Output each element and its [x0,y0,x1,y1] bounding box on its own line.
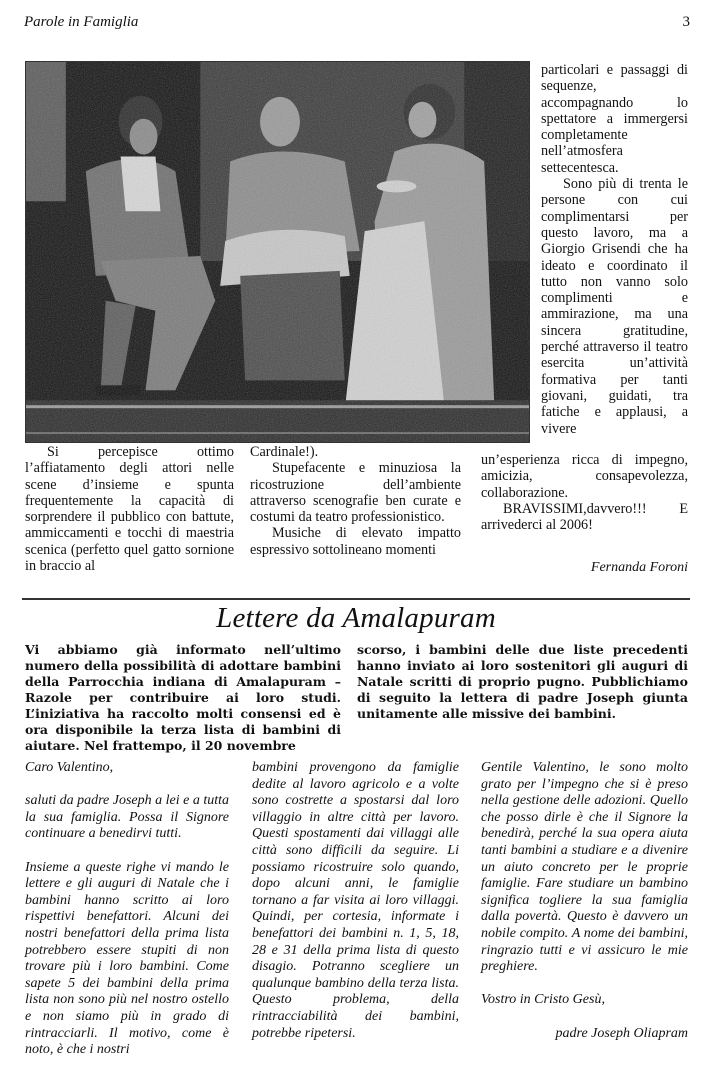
article-title: Lettere da Amalapuram [216,602,496,634]
letter-salutation: Caro Valentino, [25,760,114,775]
review-right-column-bottom [481,452,688,533]
letter-paragraph: saluti da padre Joseph a lei e a tutta la sua famiglia. Possa il Signore continuare a benedirvi tutti. [25,793,230,842]
letter-paragraph: Gentile Valentino, le sono molto grato per l’impegno che si è preso nella gestione delle adozioni. Quello che posso dirle è che il Signore la benedirà, perché la sua opera aiuta tanti bambini a studiare e a divenire un aiuto concreto per le proprie famiglie. Fare studiare un bambino significa togliere la sua famiglia dalla povertà. Questo è davvero un nobile compito. A nome dei bambini, ringrazio tutti e vi assicuro le mie preghiere. [481,760,688,975]
review-author: Fernanda Foroni [590,560,688,575]
review-paragraph: Musiche di elevato impatto espressivo sottolineano momenti [250,525,461,558]
letter-paragraph: Insieme a queste righe vi mando le lettere e gli auguri di Natale che i bambini hanno scritto ai loro rispettivi benefattori. Alcuni dei nostri benefattori della prima lista potrebbero essere stupiti di non trovare più i loro bambini. Come sapete 5 dei bambini della prima lista non sono più nel nostro ostello e non siamo più in grado di rintracciarli. Il motivo, come è noto, è che i nostri [25,859,229,1058]
theater-photo [25,61,530,443]
review-paragraph: Cardinale!). [250,444,319,460]
review-paragraph: particolari e passaggi di sequenze, accompagnando lo spettatore a immergersi completamente nell’atmosfera settecentesca. [541,62,688,176]
publication-title: Parole in Famiglia [24,14,139,30]
letter-paragraph: bambini provengono da famiglie dedite al lavoro agricolo e a volte sono costrette a spostarsi dal loro villaggio in altre città per lavoro. Questi spostamenti dai villaggi alle città sono difficili da seguire. Li possiamo ricostruire solo quando, dopo alcuni anni, le famiglie tornano a far visita ai loro villaggi. Quindi, per cortesia, informate i benefattori dei bambini n. 1, 5, 18, 28 e 31 della prima lista di questo disagio. Potranno scegliere un qualunque bambino della terza lista. Questo problema, della rintracciabilità dei bambini, potrebbe ripetersi. [252,760,459,1041]
review-paragraph: un’esperienza ricca di impegno, amicizia, consapevolezza, collaborazione. [481,452,688,501]
review-middle-column [250,444,461,558]
review-left-column [25,444,234,574]
review-right-column-top [541,62,688,437]
review-closing: BRAVISSIMI,davvero!!! E arrivederci al 2006! [481,500,688,534]
section-divider [22,598,690,600]
review-paragraph: Si percepisce ottimo l’affiatamento degli attori nelle scene d’insieme e spunta frequentemente la capacità di sorprendere il pubblico con battute, ammiccamenti e tocchi di maestria scenica (perfetto quel gatto sornione in braccio al [25,444,234,575]
letter-closing: Vostro in Cristo Gesù, [481,992,605,1008]
review-paragraph: Stupefacente e minuziosa la ricostruzione dell’ambiente attraverso scenografie ben curate e costumi da teatro professionistico. [250,460,461,526]
article-intro-right: scorso, i bambini delle due liste precedenti hanno inviato ai loro sostenitori gli auguri di Natale scritti di proprio pugno. Pubblichiamo di seguito la lettera di padre Joseph giunta unitamente alle missive dei bambini. [357,642,688,721]
article-intro-left: Vi abbiamo già informato nell’ultimo numero della possibilità di adottare bambini della Parrocchia indiana di Amalapuram – Razole per contribuire ai loro studi. L’iniziativa ha raccolto molti consensi ed è ora disponibile la terza lista di bambini di aiutare. Nel frattempo, il 20 novembre [25,642,341,753]
theater-photo-image [26,62,529,442]
review-paragraph: Sono più di trenta le persone con cui complimentarsi per questo lavoro, ma a Giorgio Grisendi che ha ideato e coordinato il tutto non vanno solo complimenti e ammirazione, ma una sincera gratitudine, perché attraverso il teatro esercita un’attività formativa per tanti giovani, guidati, tra fatiche e applausi, a vivere [541,176,688,437]
letter-signature: padre Joseph Oliapram [555,1025,688,1041]
letter-column-1 [25,760,229,1059]
letter-column-3 [481,760,688,1042]
letter-column-2 [252,760,459,1042]
page-number: 3 [682,14,690,30]
